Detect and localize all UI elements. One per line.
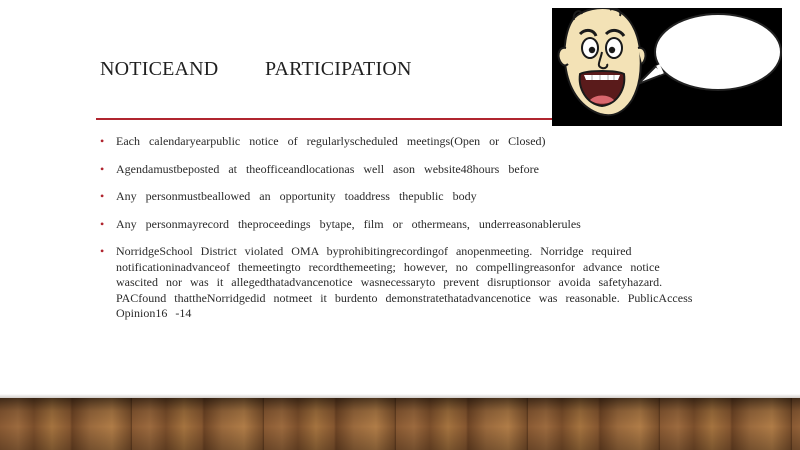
bullet-marker: • (100, 161, 105, 176)
bullet-item (100, 134, 700, 150)
screaming-face-with-speech-bubble-icon (552, 8, 782, 126)
title-underline (96, 118, 556, 120)
bullet-list (100, 134, 700, 334)
bullet-text: NorridgeSchool District violated OMA byprohibitingrecordingof anopenmeeting. Norridge required notificationinadvanceof themeetingto recordthemeeting; however, no compellingreasonfor advance notice wascited nor was it allegedthatadvancenotice wasnecessaryto prevent disruptionsor avoida safetyhazard. PACfound thattheNorridgedid notmeet it burdento demonstratethatadvancenotice was reasonable. PublicAccess Opinion16 -14 (116, 244, 693, 320)
wooden-floor-decoration (0, 398, 800, 450)
bullet-marker: • (100, 134, 105, 148)
bullet-text: Agendamustbeposted at theofficeandlocationas well ason website48hours before (116, 161, 539, 176)
bullet-text: Any personmayrecord theproceedings bytape, film or othermeans, underreasonablerules (116, 216, 581, 231)
bullet-item (100, 162, 700, 178)
bullet-item (100, 244, 700, 322)
slide-title-part-2: PARTICIPATION (265, 58, 412, 80)
bullet-marker: • (100, 216, 105, 231)
bullet-item (100, 189, 700, 205)
bullet-text: Each calendaryearpublic notice of regularlyscheduled meetings(Open or Closed) (116, 134, 546, 148)
bullet-marker: • (100, 189, 105, 203)
bullet-text: Any personmustbeallowed an opportunity toaddress thepublic body (116, 189, 477, 203)
bullet-item (100, 217, 700, 233)
bullet-marker: • (100, 244, 105, 258)
slide-title (100, 58, 540, 81)
slide-title-part-1: NOTICEAND (100, 58, 219, 80)
